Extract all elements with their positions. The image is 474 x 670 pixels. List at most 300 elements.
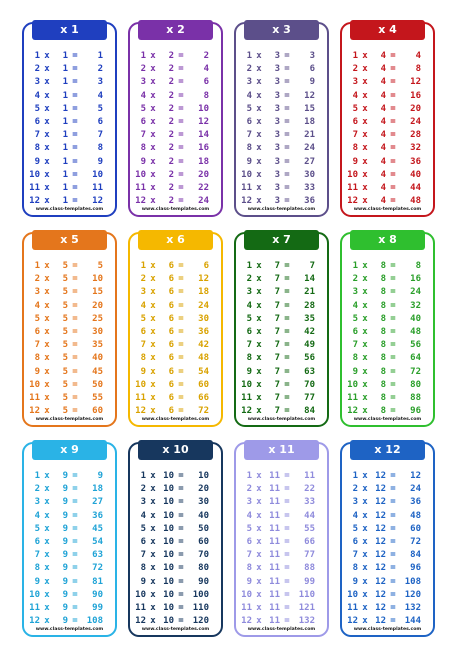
row-cell-b: 5 xyxy=(62,313,68,324)
row-cell-r: 45 xyxy=(92,366,103,377)
row-cell-r: 54 xyxy=(92,536,103,547)
row-cell-a: 10 xyxy=(347,589,358,600)
row-cell-a: 8 xyxy=(352,563,358,574)
row-cell-a: 2 xyxy=(352,64,358,75)
row-cell-eq: = xyxy=(178,379,184,390)
row-cell-a: 4 xyxy=(246,300,252,311)
row-cell-eq: = xyxy=(284,510,290,521)
row-cell-a: 9 xyxy=(34,156,40,167)
row-cell-x: x xyxy=(362,103,368,114)
table-row xyxy=(130,300,221,313)
row-cell-b: 6 xyxy=(168,261,174,271)
row-cell-eq: = xyxy=(72,602,78,613)
row-cell-a: 10 xyxy=(29,169,40,180)
row-cell-eq: = xyxy=(72,366,78,377)
row-cell-x: x xyxy=(362,64,368,75)
row-cell-eq: = xyxy=(284,406,290,417)
table-row xyxy=(130,352,221,365)
row-cell-eq: = xyxy=(284,90,290,101)
row-cell-eq: = xyxy=(178,353,184,364)
row-cell-eq: = xyxy=(178,563,184,574)
table-row xyxy=(342,142,433,155)
row-cell-eq: = xyxy=(178,576,184,587)
row-cell-a: 12 xyxy=(241,406,252,417)
row-cell-a: 6 xyxy=(140,326,146,337)
row-cell-x: x xyxy=(150,392,156,403)
row-cell-eq: = xyxy=(284,196,290,207)
card-footer-url: www.class-templates.com xyxy=(247,417,316,422)
row-cell-x: x xyxy=(150,261,156,271)
table-row xyxy=(130,536,221,549)
row-cell-eq: = xyxy=(72,287,78,298)
table-row xyxy=(130,63,221,76)
card-title: x 4 xyxy=(350,20,425,40)
row-cell-r: 5 xyxy=(97,103,103,114)
table-row xyxy=(130,392,221,405)
row-cell-eq: = xyxy=(284,287,290,298)
table-row xyxy=(130,273,221,286)
row-cell-b: 6 xyxy=(168,326,174,337)
row-cell-r: 12 xyxy=(410,77,421,88)
table-rows xyxy=(236,470,327,628)
row-cell-r: 81 xyxy=(92,576,103,587)
row-cell-eq: = xyxy=(178,64,184,75)
table-row xyxy=(236,549,327,562)
row-cell-eq: = xyxy=(72,406,78,417)
row-cell-b: 9 xyxy=(62,616,68,627)
table-row xyxy=(342,483,433,496)
row-cell-r: 20 xyxy=(198,169,209,180)
row-cell-b: 10 xyxy=(163,589,174,600)
table-rows xyxy=(24,50,115,208)
row-cell-eq: = xyxy=(284,392,290,403)
row-cell-r: 100 xyxy=(192,589,209,600)
row-cell-b: 8 xyxy=(380,261,386,271)
row-cell-r: 28 xyxy=(410,130,421,141)
row-cell-a: 7 xyxy=(140,340,146,351)
row-cell-a: 11 xyxy=(29,392,40,403)
row-cell-a: 1 xyxy=(246,261,252,271)
row-cell-b: 11 xyxy=(269,497,280,508)
row-cell-r: 99 xyxy=(304,576,315,587)
row-cell-eq: = xyxy=(178,287,184,298)
row-cell-a: 5 xyxy=(34,313,40,324)
row-cell-eq: = xyxy=(284,313,290,324)
table-rows xyxy=(236,260,327,418)
table-row xyxy=(130,366,221,379)
row-cell-x: x xyxy=(44,340,50,351)
row-cell-b: 4 xyxy=(380,103,386,114)
row-cell-x: x xyxy=(150,536,156,547)
card-footer-url: www.class-templates.com xyxy=(247,207,316,212)
row-cell-eq: = xyxy=(72,51,78,61)
row-cell-a: 3 xyxy=(140,77,146,88)
row-cell-r: 7 xyxy=(97,130,103,141)
row-cell-x: x xyxy=(44,563,50,574)
row-cell-b: 8 xyxy=(380,326,386,337)
row-cell-r: 32 xyxy=(410,300,421,311)
row-cell-r: 10 xyxy=(198,471,209,481)
table-row xyxy=(342,129,433,142)
row-cell-eq: = xyxy=(72,523,78,534)
row-cell-b: 12 xyxy=(375,471,386,481)
row-cell-a: 11 xyxy=(135,392,146,403)
row-cell-x: x xyxy=(150,103,156,114)
row-cell-x: x xyxy=(150,169,156,180)
row-cell-x: x xyxy=(362,143,368,154)
row-cell-x: x xyxy=(150,287,156,298)
times-table-card-4 xyxy=(340,22,435,217)
row-cell-x: x xyxy=(362,563,368,574)
row-cell-a: 7 xyxy=(140,130,146,141)
row-cell-b: 3 xyxy=(274,156,280,167)
table-row xyxy=(130,169,221,182)
card-title: x 7 xyxy=(244,230,319,250)
row-cell-b: 7 xyxy=(274,313,280,324)
table-row xyxy=(342,496,433,509)
row-cell-eq: = xyxy=(178,602,184,613)
row-cell-a: 2 xyxy=(352,274,358,285)
row-cell-a: 7 xyxy=(352,130,358,141)
row-cell-eq: = xyxy=(390,169,396,180)
row-cell-b: 8 xyxy=(380,274,386,285)
row-cell-eq: = xyxy=(72,563,78,574)
table-rows xyxy=(342,260,433,418)
table-row xyxy=(236,182,327,195)
row-cell-x: x xyxy=(150,602,156,613)
row-cell-x: x xyxy=(44,196,50,207)
row-cell-a: 11 xyxy=(241,602,252,613)
row-cell-x: x xyxy=(362,261,368,271)
row-cell-b: 2 xyxy=(168,77,174,88)
row-cell-b: 7 xyxy=(274,379,280,390)
row-cell-b: 6 xyxy=(168,379,174,390)
row-cell-r: 22 xyxy=(304,484,315,495)
row-cell-a: 2 xyxy=(140,274,146,285)
row-cell-r: 4 xyxy=(97,90,103,101)
row-cell-x: x xyxy=(256,576,262,587)
table-row xyxy=(24,352,115,365)
table-row xyxy=(130,549,221,562)
row-cell-a: 11 xyxy=(241,182,252,193)
table-row xyxy=(342,50,433,63)
row-cell-x: x xyxy=(256,589,262,600)
row-cell-a: 4 xyxy=(34,90,40,101)
row-cell-x: x xyxy=(362,379,368,390)
table-row xyxy=(130,576,221,589)
row-cell-a: 5 xyxy=(352,103,358,114)
row-cell-b: 3 xyxy=(274,90,280,101)
table-row xyxy=(24,523,115,536)
row-cell-r: 10 xyxy=(92,169,103,180)
row-cell-r: 110 xyxy=(298,589,315,600)
row-cell-x: x xyxy=(150,616,156,627)
row-cell-x: x xyxy=(256,484,262,495)
row-cell-a: 6 xyxy=(34,536,40,547)
row-cell-r: 45 xyxy=(92,523,103,534)
row-cell-a: 12 xyxy=(347,616,358,627)
row-cell-a: 5 xyxy=(140,523,146,534)
row-cell-a: 5 xyxy=(352,523,358,534)
row-cell-r: 36 xyxy=(304,196,315,207)
row-cell-x: x xyxy=(150,326,156,337)
row-cell-a: 5 xyxy=(140,313,146,324)
row-cell-a: 5 xyxy=(246,313,252,324)
row-cell-eq: = xyxy=(390,103,396,114)
row-cell-r: 5 xyxy=(97,261,103,271)
row-cell-eq: = xyxy=(72,130,78,141)
row-cell-x: x xyxy=(362,510,368,521)
table-row xyxy=(342,392,433,405)
row-cell-eq: = xyxy=(72,182,78,193)
row-cell-eq: = xyxy=(390,392,396,403)
row-cell-r: 32 xyxy=(410,143,421,154)
row-cell-x: x xyxy=(256,300,262,311)
row-cell-a: 8 xyxy=(140,143,146,154)
row-cell-r: 40 xyxy=(198,510,209,521)
row-cell-x: x xyxy=(150,143,156,154)
row-cell-r: 2 xyxy=(203,51,209,61)
row-cell-r: 12 xyxy=(198,116,209,127)
row-cell-eq: = xyxy=(72,77,78,88)
row-cell-b: 4 xyxy=(380,196,386,207)
row-cell-x: x xyxy=(362,497,368,508)
row-cell-r: 21 xyxy=(304,130,315,141)
row-cell-a: 8 xyxy=(140,563,146,574)
row-cell-r: 24 xyxy=(410,287,421,298)
table-row xyxy=(342,576,433,589)
row-cell-x: x xyxy=(362,313,368,324)
row-cell-b: 5 xyxy=(62,326,68,337)
row-cell-a: 1 xyxy=(34,471,40,481)
table-row xyxy=(342,169,433,182)
row-cell-a: 8 xyxy=(352,353,358,364)
row-cell-x: x xyxy=(256,143,262,154)
row-cell-r: 77 xyxy=(304,550,315,561)
table-row xyxy=(236,300,327,313)
table-row xyxy=(24,182,115,195)
row-cell-eq: = xyxy=(284,77,290,88)
table-row xyxy=(236,273,327,286)
row-cell-r: 12 xyxy=(304,90,315,101)
row-cell-a: 9 xyxy=(34,576,40,587)
row-cell-r: 96 xyxy=(410,406,421,417)
row-cell-eq: = xyxy=(178,156,184,167)
row-cell-b: 3 xyxy=(274,64,280,75)
row-cell-a: 8 xyxy=(352,143,358,154)
row-cell-a: 8 xyxy=(246,143,252,154)
row-cell-x: x xyxy=(362,77,368,88)
row-cell-x: x xyxy=(44,143,50,154)
row-cell-a: 3 xyxy=(34,497,40,508)
row-cell-b: 9 xyxy=(62,536,68,547)
row-cell-b: 12 xyxy=(375,576,386,587)
row-cell-b: 5 xyxy=(62,261,68,271)
row-cell-x: x xyxy=(362,523,368,534)
row-cell-b: 12 xyxy=(375,602,386,613)
row-cell-x: x xyxy=(256,563,262,574)
row-cell-a: 11 xyxy=(347,182,358,193)
row-cell-b: 6 xyxy=(168,300,174,311)
row-cell-a: 9 xyxy=(140,156,146,167)
row-cell-a: 12 xyxy=(135,616,146,627)
table-row xyxy=(24,339,115,352)
row-cell-b: 3 xyxy=(274,169,280,180)
row-cell-b: 9 xyxy=(62,523,68,534)
row-cell-eq: = xyxy=(284,51,290,61)
row-cell-eq: = xyxy=(284,616,290,627)
row-cell-a: 8 xyxy=(140,353,146,364)
table-row xyxy=(236,602,327,615)
row-cell-b: 11 xyxy=(269,563,280,574)
table-row xyxy=(342,326,433,339)
table-row xyxy=(236,523,327,536)
row-cell-x: x xyxy=(44,169,50,180)
row-cell-r: 9 xyxy=(97,471,103,481)
row-cell-a: 6 xyxy=(34,116,40,127)
row-cell-x: x xyxy=(256,287,262,298)
row-cell-b: 8 xyxy=(380,340,386,351)
row-cell-a: 9 xyxy=(246,576,252,587)
row-cell-b: 2 xyxy=(168,64,174,75)
row-cell-eq: = xyxy=(284,602,290,613)
row-cell-eq: = xyxy=(178,484,184,495)
row-cell-b: 5 xyxy=(62,366,68,377)
row-cell-x: x xyxy=(362,366,368,377)
row-cell-eq: = xyxy=(390,536,396,547)
row-cell-r: 30 xyxy=(198,313,209,324)
row-cell-x: x xyxy=(256,169,262,180)
row-cell-x: x xyxy=(150,523,156,534)
table-row xyxy=(130,379,221,392)
row-cell-a: 5 xyxy=(352,313,358,324)
row-cell-eq: = xyxy=(390,77,396,88)
row-cell-r: 15 xyxy=(92,287,103,298)
row-cell-a: 12 xyxy=(135,406,146,417)
row-cell-eq: = xyxy=(390,602,396,613)
row-cell-r: 132 xyxy=(404,602,421,613)
row-cell-r: 20 xyxy=(410,103,421,114)
row-cell-eq: = xyxy=(178,77,184,88)
row-cell-eq: = xyxy=(178,313,184,324)
times-table-card-12 xyxy=(340,442,435,637)
row-cell-b: 9 xyxy=(62,550,68,561)
row-cell-b: 10 xyxy=(163,471,174,481)
row-cell-r: 48 xyxy=(410,196,421,207)
times-table-card-1 xyxy=(22,22,117,217)
row-cell-r: 64 xyxy=(410,353,421,364)
row-cell-r: 108 xyxy=(86,616,103,627)
row-cell-r: 110 xyxy=(192,602,209,613)
row-cell-r: 35 xyxy=(304,313,315,324)
table-row xyxy=(24,470,115,483)
row-cell-x: x xyxy=(256,182,262,193)
row-cell-b: 3 xyxy=(274,77,280,88)
row-cell-x: x xyxy=(256,64,262,75)
table-row xyxy=(130,523,221,536)
row-cell-x: x xyxy=(362,287,368,298)
table-row xyxy=(342,536,433,549)
row-cell-r: 11 xyxy=(304,471,315,481)
row-cell-b: 6 xyxy=(168,313,174,324)
row-cell-b: 2 xyxy=(168,169,174,180)
row-cell-r: 10 xyxy=(198,103,209,114)
row-cell-eq: = xyxy=(284,116,290,127)
row-cell-r: 22 xyxy=(198,182,209,193)
table-rows xyxy=(24,470,115,628)
row-cell-b: 5 xyxy=(62,392,68,403)
row-cell-b: 2 xyxy=(168,51,174,61)
table-row xyxy=(24,496,115,509)
row-cell-r: 80 xyxy=(410,379,421,390)
table-row xyxy=(236,286,327,299)
row-cell-r: 120 xyxy=(192,616,209,627)
row-cell-x: x xyxy=(256,353,262,364)
row-cell-b: 8 xyxy=(380,379,386,390)
row-cell-r: 77 xyxy=(304,392,315,403)
row-cell-x: x xyxy=(150,366,156,377)
table-row xyxy=(24,103,115,116)
row-cell-a: 1 xyxy=(140,471,146,481)
table-row xyxy=(342,76,433,89)
row-cell-r: 1 xyxy=(97,51,103,61)
row-cell-eq: = xyxy=(72,340,78,351)
row-cell-a: 10 xyxy=(347,169,358,180)
row-cell-eq: = xyxy=(284,523,290,534)
row-cell-r: 30 xyxy=(92,326,103,337)
row-cell-a: 4 xyxy=(140,90,146,101)
table-row xyxy=(24,169,115,182)
row-cell-eq: = xyxy=(284,103,290,114)
row-cell-a: 5 xyxy=(34,523,40,534)
row-cell-r: 56 xyxy=(410,340,421,351)
table-row xyxy=(130,76,221,89)
row-cell-x: x xyxy=(256,340,262,351)
row-cell-b: 1 xyxy=(62,196,68,207)
row-cell-x: x xyxy=(150,484,156,495)
table-row xyxy=(236,576,327,589)
table-row xyxy=(24,536,115,549)
row-cell-r: 24 xyxy=(198,300,209,311)
table-row xyxy=(236,90,327,103)
row-cell-b: 9 xyxy=(62,576,68,587)
row-cell-b: 6 xyxy=(168,392,174,403)
row-cell-a: 2 xyxy=(246,484,252,495)
row-cell-a: 2 xyxy=(246,64,252,75)
row-cell-b: 5 xyxy=(62,379,68,390)
row-cell-a: 4 xyxy=(352,90,358,101)
row-cell-x: x xyxy=(150,550,156,561)
row-cell-x: x xyxy=(44,523,50,534)
row-cell-a: 1 xyxy=(246,51,252,61)
row-cell-r: 9 xyxy=(309,77,315,88)
row-cell-eq: = xyxy=(72,484,78,495)
table-row xyxy=(342,523,433,536)
times-table-card-6 xyxy=(128,232,223,427)
row-cell-eq: = xyxy=(178,182,184,193)
table-row xyxy=(24,273,115,286)
row-cell-b: 6 xyxy=(168,340,174,351)
row-cell-eq: = xyxy=(284,484,290,495)
table-row xyxy=(24,589,115,602)
row-cell-x: x xyxy=(44,313,50,324)
row-cell-x: x xyxy=(44,366,50,377)
card-title: x 5 xyxy=(32,230,107,250)
row-cell-a: 3 xyxy=(140,497,146,508)
row-cell-x: x xyxy=(44,576,50,587)
row-cell-b: 9 xyxy=(62,471,68,481)
row-cell-x: x xyxy=(150,116,156,127)
